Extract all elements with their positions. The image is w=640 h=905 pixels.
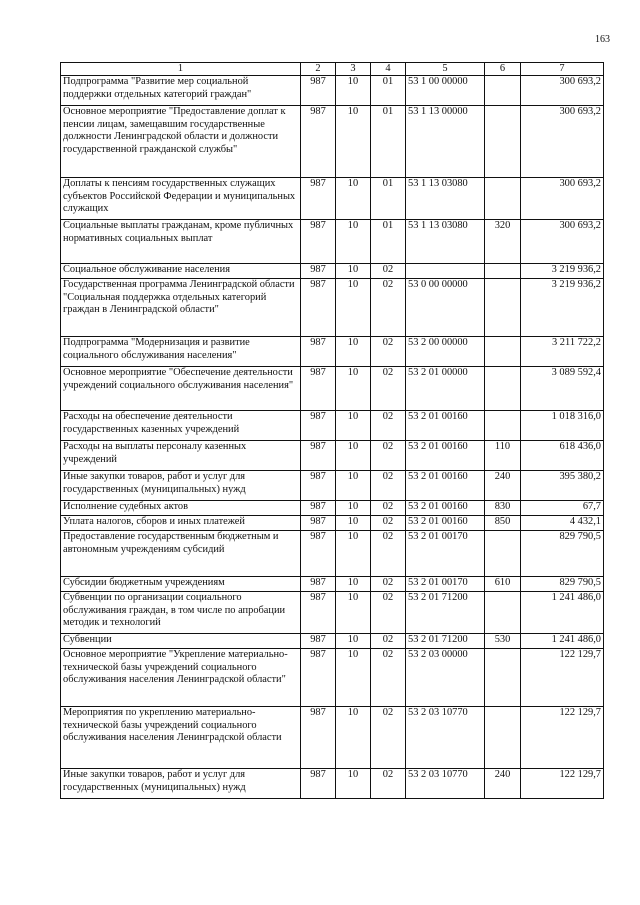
row-expense-type <box>485 592 521 634</box>
row-section: 10 <box>336 106 371 178</box>
table-row <box>61 178 604 220</box>
table-row <box>61 592 604 634</box>
row-subsection: 02 <box>371 531 406 577</box>
row-target-code: 53 2 01 00160 <box>406 501 485 516</box>
row-expense-type <box>485 531 521 577</box>
row-name: Расходы на выплаты персоналу казенных учреждений <box>61 441 301 471</box>
row-ministry-code: 987 <box>301 441 336 471</box>
header-col-6: 6 <box>485 63 521 76</box>
row-subsection: 01 <box>371 220 406 264</box>
row-subsection: 02 <box>371 411 406 441</box>
row-name: Социальные выплаты гражданам, кроме публичных нормативных социальных выплат <box>61 220 301 264</box>
table-row <box>61 76 604 106</box>
row-target-code: 53 2 01 00000 <box>406 367 485 411</box>
row-expense-type: 830 <box>485 501 521 516</box>
row-subsection: 02 <box>371 634 406 649</box>
row-ministry-code: 987 <box>301 592 336 634</box>
row-ministry-code: 987 <box>301 220 336 264</box>
row-amount: 67,7 <box>521 501 604 516</box>
row-subsection: 02 <box>371 649 406 707</box>
row-subsection: 02 <box>371 501 406 516</box>
page-number: 163 <box>595 34 610 45</box>
row-amount: 3 211 722,2 <box>521 337 604 367</box>
row-target-code: 53 1 13 03080 <box>406 178 485 220</box>
table-row <box>61 279 604 337</box>
row-subsection: 02 <box>371 279 406 337</box>
row-subsection: 02 <box>371 471 406 501</box>
header-col-2: 2 <box>301 63 336 76</box>
row-section: 10 <box>336 501 371 516</box>
row-target-code: 53 2 01 00170 <box>406 531 485 577</box>
table-row <box>61 220 604 264</box>
table-row <box>61 501 604 516</box>
row-section: 10 <box>336 634 371 649</box>
row-expense-type <box>485 178 521 220</box>
row-ministry-code: 987 <box>301 516 336 531</box>
row-subsection: 02 <box>371 769 406 799</box>
row-amount: 300 693,2 <box>521 106 604 178</box>
row-subsection: 02 <box>371 592 406 634</box>
row-target-code: 53 2 01 00160 <box>406 471 485 501</box>
header-col-1: 1 <box>61 63 301 76</box>
row-subsection: 01 <box>371 76 406 106</box>
row-subsection: 02 <box>371 516 406 531</box>
row-expense-type: 110 <box>485 441 521 471</box>
row-amount: 3 219 936,2 <box>521 264 604 279</box>
row-subsection: 02 <box>371 264 406 279</box>
row-ministry-code: 987 <box>301 76 336 106</box>
row-section: 10 <box>336 441 371 471</box>
row-expense-type <box>485 106 521 178</box>
header-col-3: 3 <box>336 63 371 76</box>
row-target-code: 53 1 13 00000 <box>406 106 485 178</box>
row-amount: 4 432,1 <box>521 516 604 531</box>
row-amount: 1 018 316,0 <box>521 411 604 441</box>
row-expense-type <box>485 76 521 106</box>
table-row <box>61 264 604 279</box>
row-subsection: 01 <box>371 178 406 220</box>
row-ministry-code: 987 <box>301 501 336 516</box>
row-expense-type <box>485 649 521 707</box>
row-subsection: 02 <box>371 577 406 592</box>
row-target-code: 53 2 01 00160 <box>406 516 485 531</box>
row-expense-type: 320 <box>485 220 521 264</box>
row-target-code: 53 2 03 00000 <box>406 649 485 707</box>
row-amount: 300 693,2 <box>521 220 604 264</box>
row-subsection: 02 <box>371 441 406 471</box>
row-ministry-code: 987 <box>301 337 336 367</box>
row-ministry-code: 987 <box>301 178 336 220</box>
row-expense-type: 610 <box>485 577 521 592</box>
row-name: Мероприятия по укреплению материально-технической базы учреждений социального обслуживания населения Ленинградской области <box>61 707 301 769</box>
row-section: 10 <box>336 649 371 707</box>
row-target-code: 53 2 01 00160 <box>406 441 485 471</box>
row-name: Исполнение судебных актов <box>61 501 301 516</box>
row-expense-type <box>485 279 521 337</box>
row-expense-type: 240 <box>485 769 521 799</box>
row-target-code: 53 2 01 71200 <box>406 634 485 649</box>
row-name: Предоставление государственным бюджетным и автономным учреждениям субсидий <box>61 531 301 577</box>
row-amount: 3 219 936,2 <box>521 279 604 337</box>
row-ministry-code: 987 <box>301 106 336 178</box>
row-amount: 829 790,5 <box>521 577 604 592</box>
row-name: Основное мероприятие "Предоставление доплат к пенсии лицам, замещавшим государственные должности Ленинградской области и должности государственной гражданской службы" <box>61 106 301 178</box>
row-ministry-code: 987 <box>301 367 336 411</box>
row-expense-type <box>485 264 521 279</box>
table-row <box>61 471 604 501</box>
table-row <box>61 441 604 471</box>
header-col-4: 4 <box>371 63 406 76</box>
row-section: 10 <box>336 367 371 411</box>
row-amount: 300 693,2 <box>521 178 604 220</box>
row-name: Доплаты к пенсиям государственных служащих субъектов Российской Федерации и муниципальных служащих <box>61 178 301 220</box>
row-ministry-code: 987 <box>301 411 336 441</box>
row-section: 10 <box>336 337 371 367</box>
row-section: 10 <box>336 76 371 106</box>
table-row <box>61 577 604 592</box>
row-ministry-code: 987 <box>301 531 336 577</box>
row-section: 10 <box>336 516 371 531</box>
row-section: 10 <box>336 220 371 264</box>
row-ministry-code: 987 <box>301 279 336 337</box>
row-amount: 829 790,5 <box>521 531 604 577</box>
row-amount: 122 129,7 <box>521 707 604 769</box>
table-row <box>61 707 604 769</box>
row-amount: 122 129,7 <box>521 769 604 799</box>
row-subsection: 02 <box>371 367 406 411</box>
row-section: 10 <box>336 531 371 577</box>
header-row <box>61 63 604 76</box>
header-col-7: 7 <box>521 63 604 76</box>
row-name: Иные закупки товаров, работ и услуг для государственных (муниципальных) нужд <box>61 471 301 501</box>
row-subsection: 02 <box>371 707 406 769</box>
row-name: Социальное обслуживание населения <box>61 264 301 279</box>
row-target-code: 53 2 01 00160 <box>406 411 485 441</box>
row-section: 10 <box>336 769 371 799</box>
row-section: 10 <box>336 279 371 337</box>
row-target-code: 53 2 01 71200 <box>406 592 485 634</box>
table-row <box>61 769 604 799</box>
row-expense-type: 850 <box>485 516 521 531</box>
row-section: 10 <box>336 411 371 441</box>
table-row <box>61 531 604 577</box>
row-name: Субвенции <box>61 634 301 649</box>
row-amount: 1 241 486,0 <box>521 634 604 649</box>
row-section: 10 <box>336 178 371 220</box>
row-expense-type <box>485 367 521 411</box>
row-name: Основное мероприятие "Укрепление материально- технической базы учреждений социального обслуживания населения Ленинградской области" <box>61 649 301 707</box>
row-section: 10 <box>336 592 371 634</box>
table-row <box>61 337 604 367</box>
row-expense-type <box>485 337 521 367</box>
row-name: Подпрограмма "Модернизация и развитие социального обслуживания населения" <box>61 337 301 367</box>
row-subsection: 02 <box>371 337 406 367</box>
row-expense-type: 240 <box>485 471 521 501</box>
row-target-code: 53 2 00 00000 <box>406 337 485 367</box>
row-name: Подпрограмма "Развитие мер социальной поддержки отдельных категорий граждан" <box>61 76 301 106</box>
row-target-code: 53 2 01 00170 <box>406 577 485 592</box>
row-name: Субсидии бюджетным учреждениям <box>61 577 301 592</box>
row-amount: 3 089 592,4 <box>521 367 604 411</box>
row-section: 10 <box>336 707 371 769</box>
table-row <box>61 411 604 441</box>
row-expense-type <box>485 707 521 769</box>
row-ministry-code: 987 <box>301 634 336 649</box>
row-name: Государственная программа Ленинградской области "Социальная поддержка отдельных категорий граждан в Ленинградской области" <box>61 279 301 337</box>
row-target-code: 53 1 00 00000 <box>406 76 485 106</box>
table-row <box>61 516 604 531</box>
row-section: 10 <box>336 471 371 501</box>
row-target-code: 53 2 03 10770 <box>406 769 485 799</box>
row-name: Основное мероприятие "Обеспечение деятельности учреждений социального обслуживания населения" <box>61 367 301 411</box>
row-expense-type <box>485 411 521 441</box>
row-amount: 1 241 486,0 <box>521 592 604 634</box>
row-amount: 300 693,2 <box>521 76 604 106</box>
row-name: Иные закупки товаров, работ и услуг для государственных (муниципальных) нужд <box>61 769 301 799</box>
row-target-code: 53 2 03 10770 <box>406 707 485 769</box>
row-ministry-code: 987 <box>301 264 336 279</box>
header-col-5: 5 <box>406 63 485 76</box>
row-subsection: 01 <box>371 106 406 178</box>
row-target-code: 53 0 00 00000 <box>406 279 485 337</box>
row-name: Расходы на обеспечение деятельности государственных казенных учреждений <box>61 411 301 441</box>
row-ministry-code: 987 <box>301 769 336 799</box>
row-section: 10 <box>336 264 371 279</box>
row-target-code: 53 1 13 03080 <box>406 220 485 264</box>
row-amount: 122 129,7 <box>521 649 604 707</box>
row-name: Уплата налогов, сборов и иных платежей <box>61 516 301 531</box>
table-row <box>61 634 604 649</box>
row-section: 10 <box>336 577 371 592</box>
table-row <box>61 367 604 411</box>
row-amount: 395 380,2 <box>521 471 604 501</box>
row-ministry-code: 987 <box>301 707 336 769</box>
row-target-code <box>406 264 485 279</box>
row-ministry-code: 987 <box>301 649 336 707</box>
budget-table <box>60 62 604 799</box>
table-row <box>61 649 604 707</box>
row-amount: 618 436,0 <box>521 441 604 471</box>
row-expense-type: 530 <box>485 634 521 649</box>
row-ministry-code: 987 <box>301 471 336 501</box>
row-name: Субвенции по организации социального обслуживания граждан, в том числе по апробации методик и технологий <box>61 592 301 634</box>
row-ministry-code: 987 <box>301 577 336 592</box>
table-row <box>61 106 604 178</box>
